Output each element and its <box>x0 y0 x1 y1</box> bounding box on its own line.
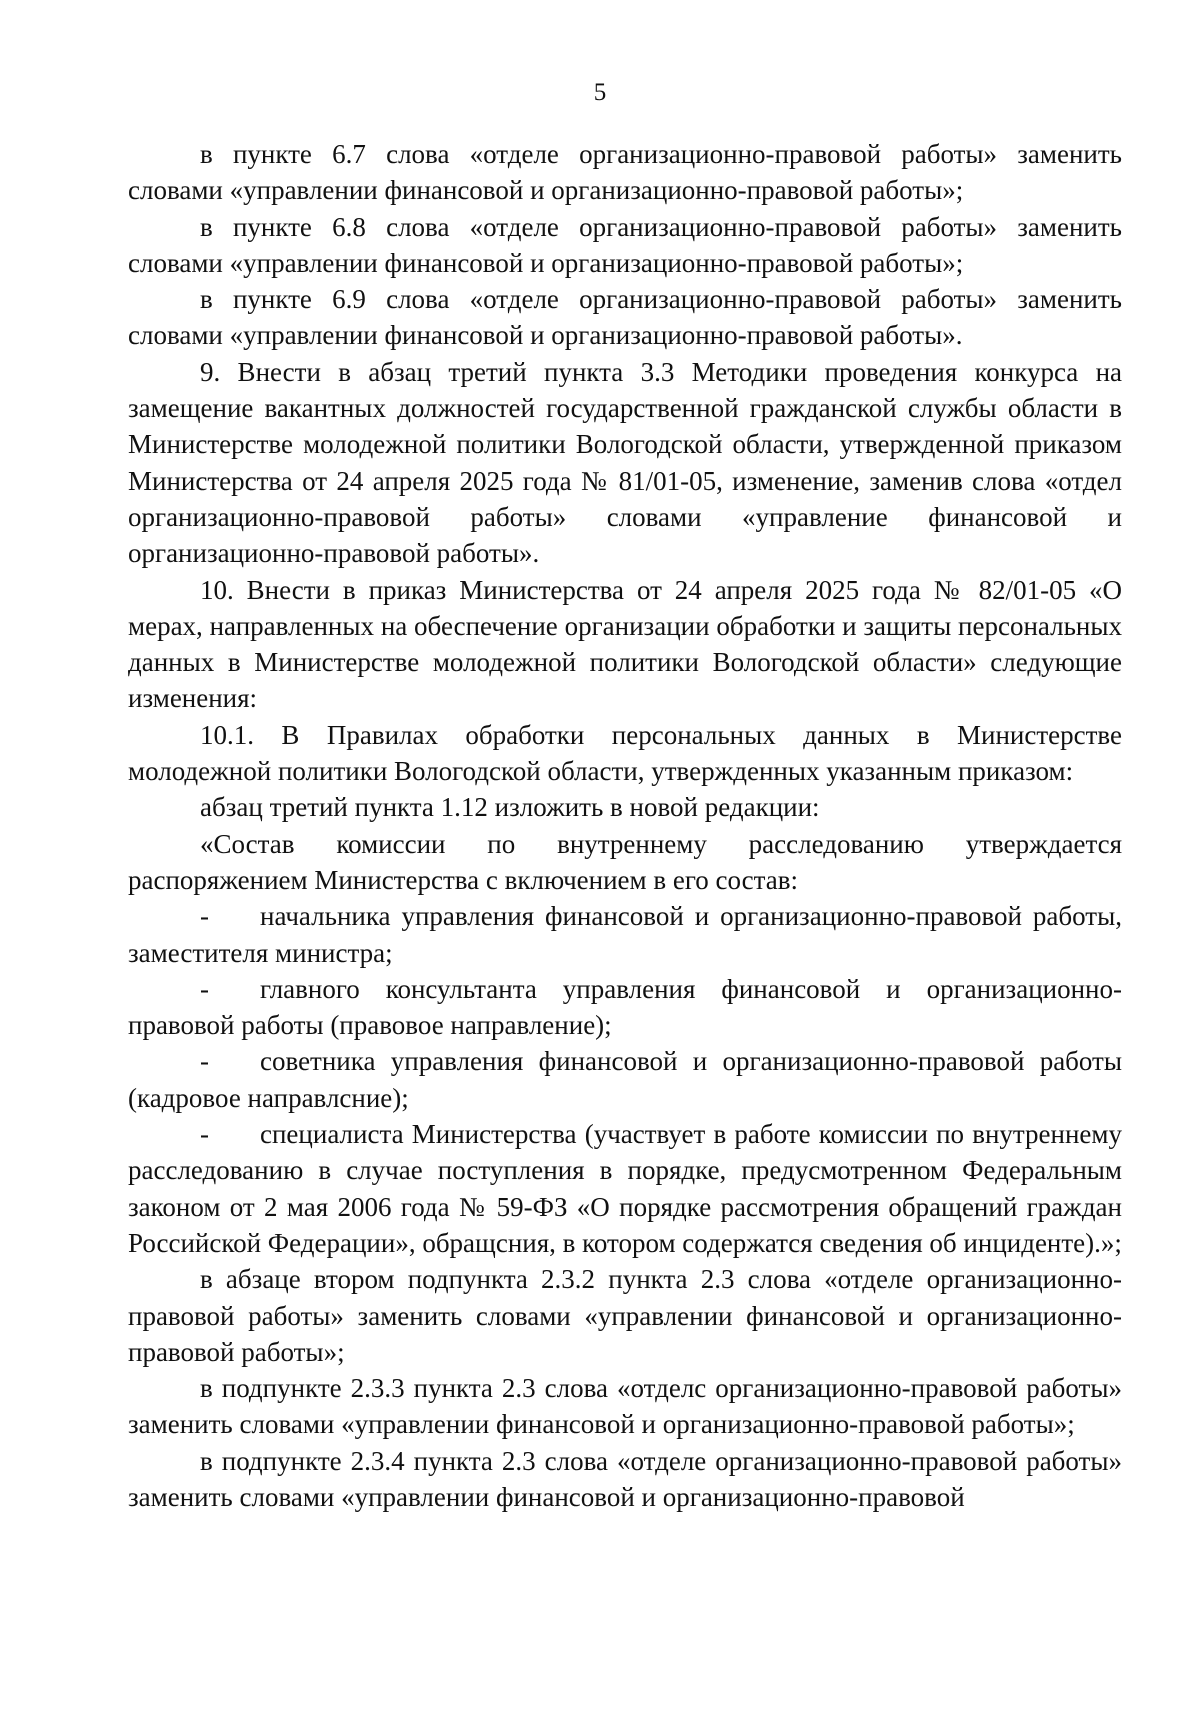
list-item-text: советника управления финансовой и организационно-правовой работы (кадровое направлcние); <box>128 1046 1122 1113</box>
page-number: 5 <box>593 79 607 106</box>
list-item <box>128 898 1122 971</box>
paragraph-subclause-2-3-2: в абзаце втором подпункта 2.3.2 пункта 2.3 слова «отделе организационно-правовой работы» заменить словами «управлении финансовой и организационно-правовой работы»; <box>128 1264 1122 1367</box>
list-marker: - <box>200 1046 209 1077</box>
paragraph-6-9: в пункте 6.9 слова «отделе организационно-правовой работы» заменить словами «управлении финансовой и организационно-правовой работы». <box>128 284 1122 351</box>
list-item <box>128 1116 1122 1261</box>
list-item <box>128 1043 1122 1116</box>
list-marker: - <box>200 1119 209 1150</box>
list-item-text: главного консультанта управления финансовой и организационно-правовой работы (правовое направление); <box>128 973 1122 1041</box>
paragraph-6-8: в пункте 6.8 слова «отделе организационно-правовой работы» заменить словами «управлении финансовой и организационно-правовой работы»; <box>128 211 1122 278</box>
list-item <box>128 971 1122 1044</box>
paragraph-item-10-1: 10.1. В Правилах обработки персональных данных в Министерстве молодежной политики Вологодской области, утвержденных указанным приказом: <box>128 719 1122 787</box>
paragraph-subclause-2-3-3: в подпункте 2.3.3 пункта 2.3 слова «отделс организационно-правовой работы» заменить словами «управлении финансовой и организационно-правовой работы»; <box>128 1373 1122 1440</box>
paragraph-item-10: 10. Внести в приказ Министерства от 24 апреля 2025 года № 82/01-05 «О мерах, направленных на обеспечение организации обработки и защиты персональных данных в Министерстве молодежной политики Вологодской области» следующие изменения: <box>128 574 1122 714</box>
paragraph-6-7: в пункте 6.7 слова «отделе организационно-правовой работы» заменить словами «управлении финансовой и организационно-правовой работы»; <box>128 139 1122 206</box>
document-body <box>128 136 1122 1515</box>
list-item-text: начальника управления финансовой и организационно-правовой работы, заместителя министра; <box>128 901 1122 968</box>
list-marker: - <box>200 973 209 1004</box>
paragraph-commission-composition: «Состав комиссии по внутреннему расследованию утверждается распоряжением Министерства с включением в его состав: <box>128 828 1122 895</box>
list-marker: - <box>200 901 209 932</box>
paragraph-subclause-2-3-4: в подпункте 2.3.4 пункта 2.3 слова «отделе организационно-правовой работы» заменить словами «управлении финансовой и организационно-правовой <box>128 1445 1122 1512</box>
paragraph-item-9: 9. Внести в абзац третий пункта 3.3 Методики проведения конкурса на замещение вакантных должностей государственной гражданской службы области в Министерстве молодежной политики Вологодской области, утвержденной приказом Министерства от 24 апреля 2025 года № 81/01-05, изменение, заменив слова «отдел организационно-правовой работы» словами «управление финансовой и организационно-правовой работы». <box>128 356 1122 569</box>
paragraph-clause-1-12: абзац третий пункта 1.12 изложить в новой редакции: <box>200 792 820 823</box>
list-item-text: специалиста Министерства (участвует в работе комиссии по внутреннему расследованию в случае поступления в порядке, предусмотренном Федеральным законом от 2 мая 2006 года № 59-ФЗ «О порядке рассмотрения обращений граждан Российской Федерации», обращсния, в котором содержатся сведения об инциденте).»; <box>128 1119 1122 1258</box>
